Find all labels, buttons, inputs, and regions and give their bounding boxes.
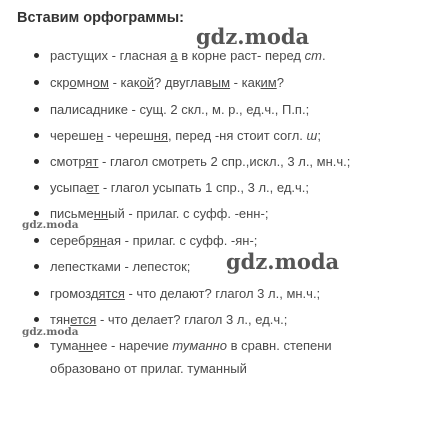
item-text: ш [306, 128, 318, 143]
bullet-icon [34, 80, 39, 85]
item-text: нн [93, 206, 109, 221]
item-text: в корне раст- перед [177, 48, 305, 63]
list-item [50, 232, 257, 249]
item-text: ом [92, 75, 109, 90]
item-text: ? [276, 75, 284, 90]
watermark: gdz.moda [22, 219, 79, 231]
list-item [50, 47, 326, 64]
item-text: ян [92, 233, 107, 248]
item-text: . [321, 48, 326, 63]
item-text: ; [317, 128, 321, 143]
list-item [50, 179, 309, 196]
item-text: - что делают? глагол 3 л., мн.ч.; [124, 286, 321, 301]
item-text: о [69, 75, 77, 90]
list-item [50, 127, 321, 144]
bullet-icon [34, 133, 39, 138]
bullet-icon [34, 343, 39, 348]
item-text: - как [108, 75, 140, 90]
bullet-icon [34, 264, 39, 269]
list-item [50, 74, 284, 91]
bullet-icon [34, 211, 39, 216]
bullet-icon [34, 159, 39, 164]
list-item [50, 337, 332, 377]
item-text: ет [86, 180, 100, 195]
item-text: , перед -ня стоит согл. [167, 128, 307, 143]
item-text: скр [50, 75, 70, 90]
item-text: туманно [172, 338, 228, 353]
item-text: ня [153, 128, 168, 143]
bullet-icon [34, 107, 39, 112]
item-text: письме [50, 206, 94, 221]
item-text: ым [211, 75, 231, 90]
item-text: ятся [98, 286, 125, 301]
item-text: мн [76, 75, 93, 90]
item-text: ой [139, 75, 155, 90]
list-item [50, 205, 268, 222]
item-continuation: образовано от прилаг. туманный [50, 361, 247, 376]
item-text: ая - прилаг. с суфф. -ян-; [106, 233, 258, 248]
item-text: - как [230, 75, 261, 90]
list-item [50, 311, 287, 328]
item-text: нн [78, 338, 93, 353]
watermark: gdz.moda [196, 24, 310, 49]
bullet-icon [34, 53, 39, 58]
item-text: им [260, 75, 277, 90]
item-text: - глагол смотреть 2 спр.,искл., 3 л., мн.ч.; [98, 154, 351, 169]
item-text: - что делает? глагол 3 л., ед.ч.; [96, 312, 288, 327]
item-text: ее - наречие [92, 338, 173, 353]
bullet-icon [34, 185, 39, 190]
item-text: серебр [50, 233, 93, 248]
watermark: gdz.moda [22, 326, 79, 338]
list-item [50, 258, 190, 275]
item-text: ется [70, 312, 97, 327]
item-text: н [96, 128, 104, 143]
item-text: смотр [50, 154, 86, 169]
item-text: - глагол усыпать 1 спр., 3 л., ед.ч.; [99, 180, 310, 195]
heading: Вставим орфограммы: [17, 10, 184, 26]
list-item [50, 101, 309, 118]
item-text: тума [50, 338, 79, 353]
item-text: ? двуглав [154, 75, 212, 90]
item-text: лепестками - лепесток; [50, 259, 191, 274]
item-text: тян [50, 312, 71, 327]
item-text: палисаднике - сущ. 2 скл., м. р., ед.ч., П.п.; [50, 102, 310, 117]
list-item [50, 285, 320, 302]
item-text: - череш [103, 128, 154, 143]
item-text: ст [304, 48, 322, 63]
watermark: gdz.moda [226, 249, 340, 274]
item-text: в сравн. степени [227, 338, 332, 353]
item-text: громозд [50, 286, 99, 301]
item-text: а [170, 48, 178, 63]
item-text: ый - прилаг. с суфф. -енн-; [108, 206, 269, 221]
bullet-icon [34, 291, 39, 296]
list-item [50, 153, 350, 170]
item-text: череше [50, 128, 97, 143]
item-text: ят [85, 154, 99, 169]
bullet-icon [34, 238, 39, 243]
item-text: усыпа [50, 180, 87, 195]
bullet-icon [34, 317, 39, 322]
item-text: растущих - гласная [50, 48, 171, 63]
